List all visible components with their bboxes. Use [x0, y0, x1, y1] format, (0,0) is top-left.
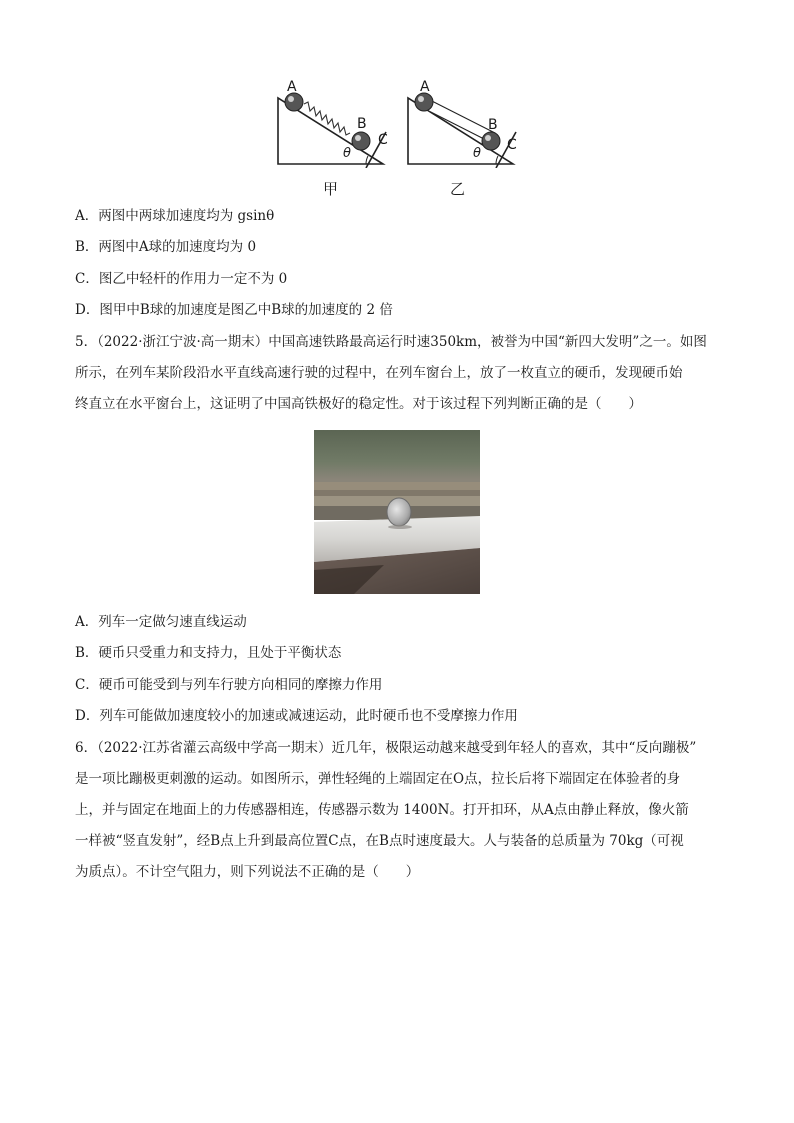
q5-option-d: D．列车可能做加速度较小的加速或减速运动，此时硬币也不受摩擦力作用 — [75, 708, 518, 724]
angle-arc-yi — [496, 156, 498, 164]
label-a-jia: A — [287, 79, 297, 95]
ball-a-jia — [285, 93, 303, 111]
label-theta-jia: θ — [343, 146, 351, 161]
coin-photo-svg — [314, 430, 480, 594]
q6-line-2: 是一项比蹦极更刺激的运动。如图所示，弹性轻绳的上端固定在O点，拉长后将下端固定在体验者的身 — [75, 771, 681, 787]
q5-line-1: 5．（2022·浙江宁波·高一期末）中国高速铁路最高运行时速350km，被誉为中国“新四大发明”之一。如图 — [75, 334, 707, 350]
photo-track-band-2 — [314, 490, 480, 496]
ball-b-jia-shine — [355, 135, 361, 141]
label-theta-yi: θ — [473, 146, 481, 161]
q6-line-3: 上，并与固定在地面上的力传感器相连，传感器示数为 1400N。打开扣环，从A点由静止释放，像火箭 — [75, 802, 689, 818]
q4-option-b: B．两图中A球的加速度均为 0 — [75, 239, 257, 255]
q6-stem — [75, 733, 725, 888]
coin-shadow — [388, 525, 412, 529]
angle-arc-jia — [366, 156, 368, 164]
ball-b-yi — [482, 132, 500, 150]
caption-yi: 乙 — [450, 180, 466, 198]
q6-line-5: 为质点）。不计空气阻力，则下列说法不正确的是（ ） — [75, 864, 420, 880]
ball-a-yi — [415, 93, 433, 111]
q6-line-4: 一样被“竖直发射”，经B点上升到最高位置C点，在B点时速度最大。人与装备的总质量为 70kg（可视 — [75, 833, 684, 849]
q5-stem — [75, 327, 725, 420]
q5-option-b: B．硬币只受重力和支持力，且处于平衡状态 — [75, 645, 342, 661]
ball-a-jia-shine — [288, 96, 294, 102]
ball-b-jia — [352, 132, 370, 150]
q5-line-3: 终直立在水平窗台上，这证明了中国高铁极好的稳定性。对于该过程下列判断正确的是（ ） — [75, 396, 642, 412]
q4-option-c: C．图乙中轻杆的作用力一定不为 0 — [75, 271, 288, 287]
label-a-yi: A — [420, 79, 430, 95]
label-c-yi: C — [507, 137, 517, 153]
caption-jia: 甲 — [323, 180, 339, 198]
q5-option-a: A．列车一定做匀速直线运动 — [75, 614, 247, 630]
label-c-jia: C — [378, 132, 388, 148]
label-b-jia: B — [357, 116, 367, 132]
ball-a-yi-shine — [418, 96, 424, 102]
label-b-yi: B — [488, 117, 498, 133]
ball-b-yi-shine — [485, 135, 491, 141]
coin — [387, 498, 411, 526]
q5-line-2: 所示，在列车某阶段沿水平直线高速行驶的过程中，在列车窗台上，放了一枚直立的硬币，发现硬币始 — [75, 365, 683, 381]
q4-option-d: D．图甲中B球的加速度是图乙中B球的加速度的 2 倍 — [75, 302, 393, 318]
q6-line-1: 6．（2022·江苏省灌云高级中学高一期末）近几年，极限运动越来越受到年轻人的喜欢，其中“反向蹦极” — [75, 740, 697, 756]
coin-photo — [314, 430, 480, 594]
q5-option-c: C．硬币可能受到与列车行驶方向相同的摩擦力作用 — [75, 677, 383, 693]
q4-option-a: A．两图中两球加速度均为 gsinθ — [75, 208, 275, 224]
photo-track-band — [314, 482, 480, 490]
